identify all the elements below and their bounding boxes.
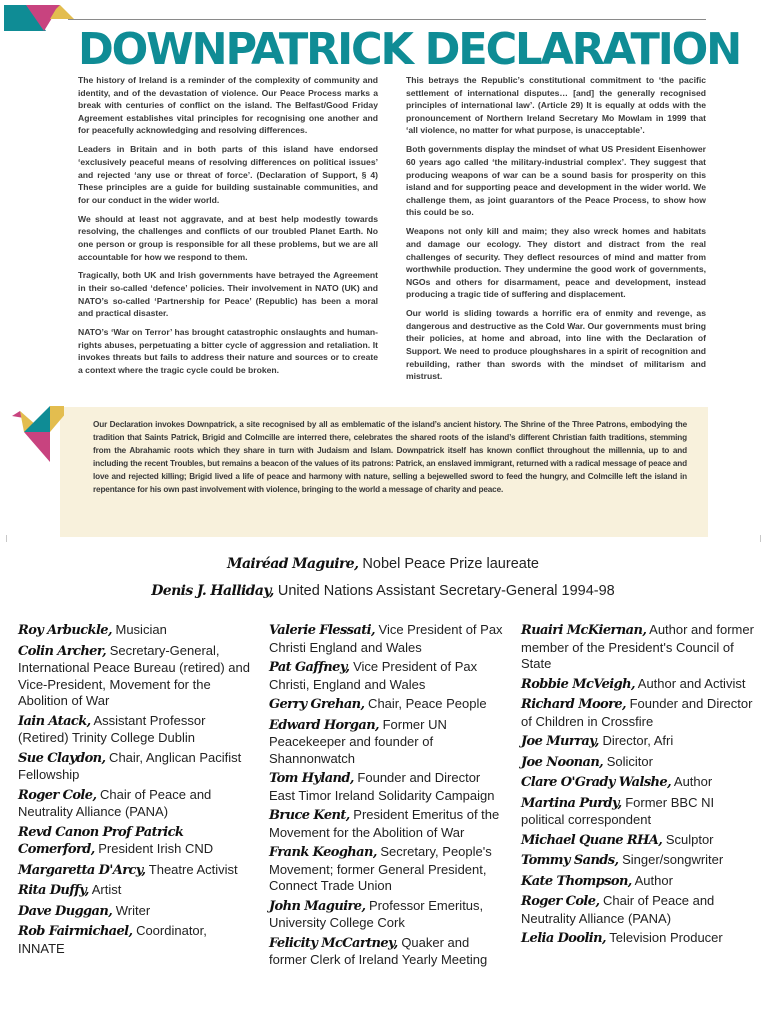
paragraph: This betrays the Republic’s constitutional commitment to ‘the pacific settlement of international disputes… [and] the generally recognised principles of international law’. (Article 29) It is equally at odds with the pronouncement of Northern Ireland Secretary Mo Mowlam in 1999 that ‘all violence, no matter for what purpose, is unacceptable’. — [406, 75, 706, 136]
signatory-role: Secretary-General, International Peace Bureau (retired) and Vice-President, Movement for the Abolition of War — [18, 642, 250, 708]
signatory-role: Sculptor — [662, 831, 714, 847]
signatory-entry — [269, 807, 509, 841]
signatory-name: Robbie McVeigh, — [521, 676, 635, 692]
signatory-name: Iain Atack, — [18, 713, 91, 729]
signatory-role: Author — [671, 774, 713, 789]
signatory-entry — [269, 717, 509, 768]
signatories-column-2 — [269, 622, 509, 972]
signatory-role: Chair, Peace People — [364, 696, 487, 711]
signatory-role: United Nations Assistant Secretary-General 1994-98 — [273, 583, 615, 599]
signatory-name: Pat Gaffney, — [269, 660, 350, 675]
signatory-entry — [521, 733, 756, 751]
signatory-name: John Maguire, — [269, 898, 366, 914]
signatory-role: Quaker and former Clerk of Ireland Yearly Meeting — [269, 934, 488, 967]
paragraph: Leaders in Britain and in both parts of this island have endorsed ‘exclusively peaceful means of resolving differences on political issues’ and rejected ‘any use or threat of force’. (Declaration of Support, § 4) These principles are a guide for building sustainable communities, and for our conduct in the wider world. — [78, 144, 378, 205]
featured-signatory — [0, 583, 766, 599]
signatory-entry — [18, 750, 256, 784]
signatory-entry — [269, 898, 509, 932]
signatory-name: Denis J. Halliday, — [151, 583, 274, 599]
signatory-role: Secretary, People's Movement; former General President, Connect Trade Union — [269, 844, 492, 893]
signatory-name: Lelia Doolin, — [521, 931, 606, 946]
signatory-entry — [521, 893, 756, 927]
signatory-name: Sue Claydon, — [18, 750, 106, 766]
signatory-name: Colin Archer, — [18, 643, 107, 659]
signatory-entry — [18, 787, 256, 821]
signatory-name: Frank Keoghan, — [269, 845, 377, 860]
signatory-role: Chair of Peace and Neutrality Alliance (PANA) — [521, 893, 715, 926]
signatory-role: Author and former member of the President's Council of State — [521, 622, 754, 671]
signatory-entry — [521, 676, 756, 694]
signatory-entry — [269, 659, 509, 693]
signatory-entry — [521, 832, 756, 850]
signatory-entry — [269, 770, 509, 804]
body-left-column — [78, 74, 378, 383]
signatory-entry — [521, 930, 756, 948]
signatory-role: President Emeritus of the Movement for the Abolition of War — [269, 807, 500, 840]
signatory-name: Felicity McCartney, — [269, 935, 398, 951]
signatory-name: Roger Cole, — [521, 894, 600, 909]
paragraph: Our world is sliding towards a horrific era of enmity and revenge, as dangerous and destructive as the Cold War. Our governments must bring their policies, at home and abroad, into line with the Declaration of Support. We need to produce ploughshares in a spirit of recognition and rebuilding, rather than swords with the mindset of militarism and mistrust. — [406, 308, 706, 382]
paragraph: NATO’s ‘War on Terror’ has brought catastrophic onslaughts and human-rights abuses, perpetuating a bitter cycle of aggression and retaliation. It invokes threats but fails to address their nature and sources or to create a context where the tragic cycle could be broken. — [78, 327, 378, 376]
callout-text: Our Declaration invokes Downpatrick, a site recognised by all as emblematic of the island’s ancient history. The Shrine of the Three Patrons, embodying the tradition that Saints Patrick, Brigid and Colmcille are interred there, celebrates the shared roots of the island’s different Christian faith traditions, stemming from the Abrahamic roots which they share in turn with Judaism and Islam. Downpatrick itself has known conflict throughout the millennia, up to and including the recent Troubles, but remains a beacon of the values of its patrons: Patrick, an enslaved immigrant, returned with a radical message of peace and love and rejected killing; Brigid lived a life of peace and harmony with nature, selling a bejewelled sword to feed the hungry, and Colmcille left the island in repentance for his own past involvement with violence, bringing to the world a message of charity and peace. — [93, 420, 687, 494]
crop-mark — [760, 535, 761, 542]
signatory-entry — [18, 824, 256, 859]
signatory-name: Joe Murray, — [521, 734, 599, 749]
signatory-name: Kate Thompson, — [521, 873, 632, 889]
signatory-role: Former UN Peacekeeper and founder of Shannonwatch — [269, 716, 447, 766]
signatory-name: Roy Arbuckle, — [18, 623, 112, 638]
paragraph: We should at least not aggravate, and at best help modestly towards resolving, the challenges and conflicts of our troubled Planet Earth. No one person or group is responsible for all these problems, but we are all accountable for how we respond to them. — [78, 213, 378, 262]
signatory-name: Michael Quane RHA, — [521, 832, 663, 848]
signatory-name: Joe Noonan, — [521, 754, 604, 770]
signatories-column-3 — [521, 622, 756, 951]
signatory-role: Coordinator, INNATE — [18, 923, 207, 956]
page-title: DOWNPATRICK DECLARATION — [78, 24, 741, 75]
signatory-role: Author — [631, 872, 673, 888]
signatory-name: Rita Duffy, — [18, 883, 89, 898]
body-right-column — [406, 74, 706, 389]
paragraph: Weapons not only kill and maim; they also wreck homes and habitats and damage our ecology. They distort and distract from the real challenges of security. They deflect resources of mind and matter from worthwhile production. They undermine the good work of governments, NGOs and others for disarmament, peace and development, instead producing a tragic tide of suffering and displacement. — [406, 226, 706, 300]
signatory-entry — [521, 873, 756, 891]
signatory-role: Author and Activist — [634, 675, 746, 691]
signatories-column-1 — [18, 622, 256, 960]
signatory-name: Tommy Sands, — [521, 853, 619, 868]
signatory-role: Vice President of Pax Christi, England and Wales — [269, 659, 478, 692]
signatory-role: Vice President of Pax Christi England and Wales — [269, 622, 503, 655]
signatory-entry — [521, 622, 756, 673]
signatory-role: Chair of Peace and Neutrality Alliance (PANA) — [18, 786, 212, 819]
crop-mark — [6, 535, 7, 542]
signatory-role: Assistant Professor (Retired) Trinity College Dublin — [18, 712, 206, 745]
signatory-name: Martina Purdy, — [521, 795, 622, 811]
signatory-role: Writer — [112, 902, 151, 918]
signatory-name: Rob Fairmichael, — [18, 924, 133, 939]
signatory-entry — [521, 774, 756, 792]
signatory-role: Professor Emeritus, University College Cork — [269, 897, 484, 930]
signatory-entry — [521, 754, 756, 772]
signatory-role: Nobel Peace Prize laureate — [358, 556, 539, 572]
signatory-name: Dave Duggan, — [18, 903, 113, 919]
signatory-name: Richard Moore, — [521, 697, 626, 712]
signatory-entry — [18, 903, 256, 921]
signatory-name: Revd Canon Prof Patrick Comerford, — [18, 824, 184, 857]
signatory-role: Theatre Activist — [145, 861, 238, 877]
signatory-name: Roger Cole, — [18, 787, 97, 803]
signatory-entry — [18, 622, 256, 640]
signatory-name: Margaretta D'Arcy, — [18, 862, 146, 878]
signatory-role: Founder and Director of Children in Crossfire — [521, 696, 753, 729]
signatory-role: President Irish CND — [94, 841, 214, 856]
signatory-role: Musician — [111, 622, 167, 637]
signatory-name: Ruairi McKiernan, — [521, 623, 647, 638]
signatory-entry — [521, 852, 756, 870]
signatory-entry — [521, 696, 756, 730]
paragraph: Both governments display the mindset of what US President Eisenhower 60 years ago called ‘the military-industrial complex’. They suggest that producing weapons of war can be a sound basis for prosperity on this island and for supporting peace and development in the wider world. We challenge them, as joint guarantors of the Peace Process, to show how this could be so. — [406, 144, 706, 218]
signatory-name: Valerie Flessati, — [269, 623, 375, 638]
signatory-role: Director, Afri — [598, 733, 674, 748]
signatory-role: Singer/songwriter — [618, 852, 724, 867]
signatory-entry — [18, 923, 256, 957]
paragraph: Tragically, both UK and Irish governments have betrayed the Agreement in their so-called ‘defence’ policies. Their involvement in NATO (UK) and NATO’s so-called ‘Partnership for Peace’ (Republic) has been a moral and practical disaster. — [78, 270, 378, 319]
signatory-role: Television Producer — [605, 930, 723, 945]
signatory-role: Founder and Director East Timor Ireland Solidarity Campaign — [269, 770, 495, 803]
signatory-entry — [269, 844, 509, 895]
signatory-name: Tom Hyland, — [269, 771, 354, 786]
signatory-entry — [269, 622, 509, 656]
signatory-entry — [18, 882, 256, 900]
signatory-role: Solicitor — [603, 753, 653, 769]
featured-signatory — [0, 556, 766, 572]
signatory-entry — [269, 696, 509, 714]
signatory-name: Bruce Kent, — [269, 808, 350, 823]
signatory-entry — [18, 713, 256, 747]
signatory-name: Edward Horgan, — [269, 717, 379, 733]
signatory-name: Gerry Grehan, — [269, 697, 365, 712]
signatory-role: Artist — [88, 882, 122, 897]
paragraph: The history of Ireland is a reminder of the complexity of community and identity, and of the devastation of violence. Our Peace Process marks a break with centuries of conflict on the island. The Belfast/Good Friday Agreement establishes vital principles for recognising one another and for peacefully acknowledging and resolving differences. — [78, 75, 378, 136]
signatory-entry — [18, 643, 256, 710]
signatory-entry — [269, 935, 509, 969]
signatory-entry — [18, 862, 256, 880]
tangram-bird-icon — [8, 406, 64, 476]
signatory-name: Clare O'Grady Walshe, — [521, 775, 672, 790]
signatory-entry — [521, 795, 756, 829]
signatory-role: Former BBC NI political correspondent — [521, 794, 715, 827]
signatory-name: Mairéad Maguire, — [227, 556, 359, 572]
signatory-role: Chair, Anglican Pacifist Fellowship — [18, 749, 242, 782]
header-rule — [68, 19, 706, 20]
